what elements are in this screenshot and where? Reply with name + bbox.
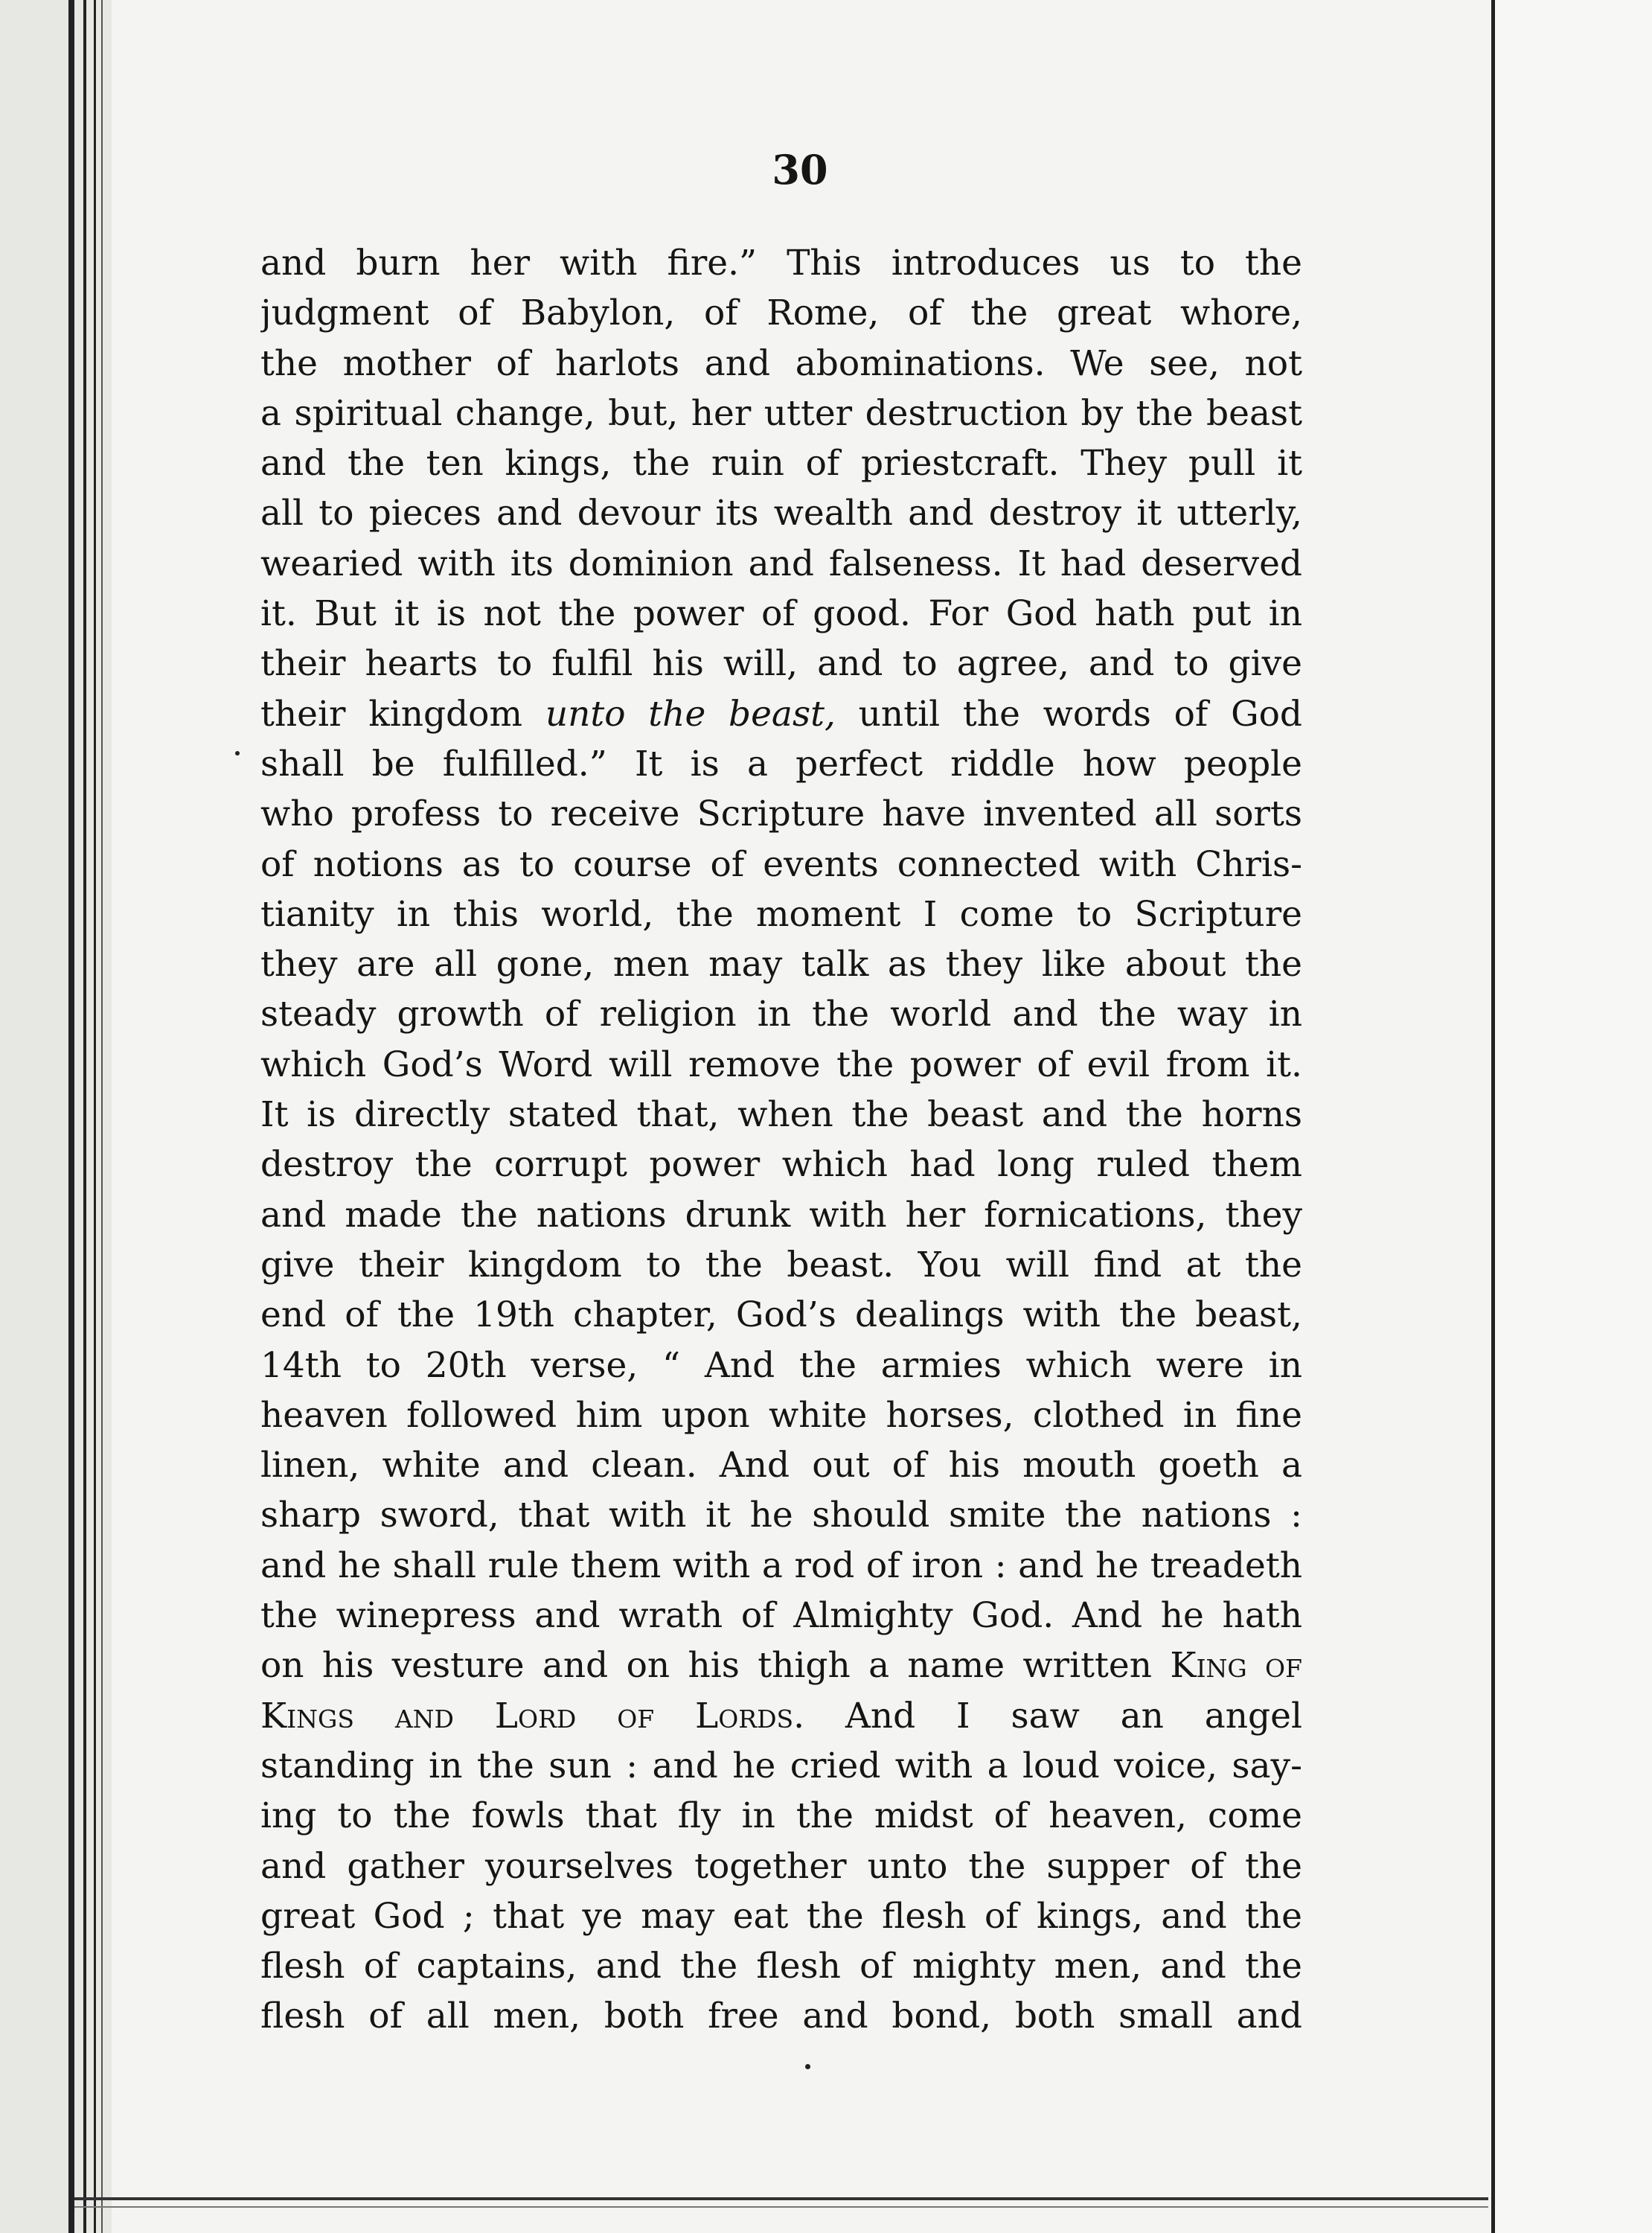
text-line: all to pieces and devour its wealth and destroy it utterly, (260, 493, 1302, 534)
text-line: the winepress and wrath of Almighty God. And he hath (260, 1595, 1302, 1637)
text-line: judgment of Babylon, of Rome, of the great whore, (260, 293, 1302, 334)
text-line: linen, white and clean. And out of his mouth goeth a (260, 1445, 1302, 1486)
text-line: and he shall rule them with a rod of iron : and he treadeth (260, 1544, 1302, 1586)
text-segment: until the words of God (835, 693, 1302, 735)
text-line: steady growth of religion in the world and the way in (260, 994, 1302, 1035)
text-line: which God’s Word will remove the power of evil from it. (260, 1044, 1302, 1085)
text-line: and burn her with fire.” This introduces us to the (260, 243, 1302, 284)
binding-edge-line (101, 0, 103, 2233)
text-line: and the ten kings, the ruin of priestcraft. They pull it (260, 443, 1302, 485)
text-line: and gather yourselves together unto the supper of the (260, 1845, 1302, 1887)
small-caps-phrase: Kings and Lord of Lords. (260, 1695, 805, 1737)
text-line (260, 689, 1302, 739)
text-line: ing to the fowls that fly in the midst of heaven, come (260, 1795, 1302, 1837)
small-caps-phrase: King of (1170, 1645, 1302, 1687)
page-bottom-edge (74, 2197, 1488, 2200)
text-line: tianity in this world, the moment I come to Scripture (260, 893, 1302, 935)
text-line: destroy the corrupt power which had long ruled them (260, 1144, 1302, 1186)
text-line (260, 1691, 1302, 1741)
text-line: sharp sword, that with it he should smite the nations : (260, 1495, 1302, 1536)
text-line: who profess to receive Scripture have invented all sorts (260, 793, 1302, 835)
text-line: great God ; that ye may eat the flesh of kings, and the (260, 1895, 1302, 1937)
bottom-mark (805, 2064, 810, 2069)
text-line: flesh of all men, both free and bond, both small and (260, 1996, 1302, 2037)
scan-right-margin (1495, 0, 1652, 2233)
text-line: give their kingdom to the beast. You will find at the (260, 1244, 1302, 1285)
text-line: of notions as to course of events connected with Chris- (260, 843, 1302, 885)
text-segment: on his vesture and on his thigh a name written (260, 1645, 1171, 1687)
text-line: and made the nations drunk with her fornications, they (260, 1194, 1302, 1236)
binding-edge-line (68, 0, 74, 2233)
text-line: a spiritual change, but, her utter destruction by the beast (260, 392, 1302, 434)
binding-edge-line (94, 0, 96, 2233)
text-line (260, 1641, 1302, 1690)
text-line: end of the 19th chapter, God’s dealings with the beast, (260, 1294, 1302, 1336)
body-text (260, 238, 1302, 2042)
page-number: 30 (772, 146, 828, 194)
binding-edge-line (83, 0, 86, 2233)
text-line: they are all gone, men may talk as they like about the (260, 944, 1302, 985)
text-line: it. But it is not the power of good. For God hath put in (260, 593, 1302, 635)
text-line: 14th to 20th verse, “ And the armies which were in (260, 1344, 1302, 1386)
italic-phrase: unto the beast, (545, 693, 836, 735)
page-bottom-edge (74, 2206, 1488, 2208)
text-line: standing in the sun : and he cried with a loud voice, say- (260, 1745, 1302, 1786)
text-line: It is directly stated that, when the beast and the horns (260, 1094, 1302, 1136)
text-segment: their kingdom (260, 693, 545, 735)
text-line: heaven followed him upon white horses, clothed in fine (260, 1394, 1302, 1436)
text-line: shall be fulfilled.” It is a perfect riddle how people (260, 743, 1302, 785)
text-line: wearied with its dominion and falseness. It had deserved (260, 543, 1302, 584)
text-segment: And I saw an angel (804, 1695, 1302, 1737)
text-line: the mother of harlots and abominations. We see, not (260, 342, 1302, 384)
margin-mark (235, 751, 240, 755)
text-line: their hearts to fulfil his will, and to agree, and to give (260, 643, 1302, 685)
text-line: flesh of captains, and the flesh of mighty men, and the (260, 1946, 1302, 1987)
